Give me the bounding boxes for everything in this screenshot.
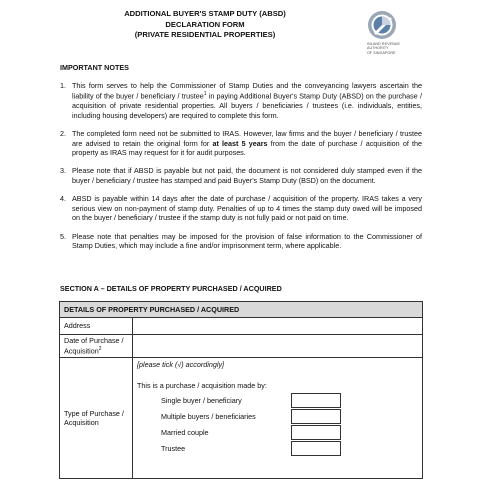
address-label: Address [60,318,133,335]
option-label: Multiple buyers / beneficiaries [161,411,256,421]
iras-logo [367,10,407,55]
note-item [60,129,422,157]
footnote-ref: 1 [203,91,207,98]
note-text: Please note that penalties may be imposed for the provision of false information to the Commissioner of Stamp Duties, which may include a fine and/or imprisonment term, where applicable. [72,231,422,251]
option-row [137,424,418,440]
address-field[interactable] [133,318,423,335]
tick-box[interactable] [291,441,341,456]
important-notes-heading: IMPORTANT NOTES [60,63,129,72]
note-number: 1. [60,81,66,90]
tick-box[interactable] [291,393,341,408]
note-number: 5. [60,231,66,241]
footnote-ref: 2 [98,346,102,353]
note-text: Please note that if ABSD is payable but not paid, the document is not considered duly stamped even if the buyer / beneficiary / trustee has stamped and paid Buyer's Stamp Duty (BSD) on the document. [72,166,422,185]
title-line: ADDITIONAL BUYER'S STAMP DUTY (ABSD) [124,9,286,18]
note-number: 3. [60,166,66,176]
option-row [137,392,418,408]
note-item [60,166,422,185]
logo-caption [367,42,407,55]
logo-line: OF SINGAPORE [367,50,396,55]
date-field[interactable] [133,335,423,358]
made-by-text: This is a purchase / acquisition made by: [137,381,267,390]
tick-box[interactable] [291,425,341,440]
date-label [60,335,133,358]
note-text: from the date of purchase / acquisition of the property as IRAS may request for it for audit purposes. [72,138,422,157]
logo-line: INLAND REVENUE [367,42,400,46]
option-label: Single buyer / beneficiary [161,395,242,405]
note-number: 4. [60,194,66,204]
property-details-table [59,301,423,479]
section-a-heading: SECTION A – DETAILS OF PROPERTY PURCHASED / ACQUIRED [60,284,282,293]
table-header: DETAILS OF PROPERTY PURCHASED / ACQUIRED [60,302,423,318]
title-line: DECLARATION FORM [165,19,245,29]
option-label: Trustee [161,443,186,453]
option-row [137,408,418,424]
note-item [60,194,422,222]
tick-box[interactable] [291,409,341,424]
important-notes-list [60,81,422,260]
iras-emblem-icon [367,10,397,40]
note-item [60,81,422,120]
form-title [60,9,350,41]
option-label: Married couple [161,427,209,437]
note-text: ABSD is payable within 14 days after the date of purchase / acquisition of the property. IRAS takes a very serious view on non-payment of stamp duty. Penalties of up to 4 times the stamp duty owed will be imposed on the buyer / beneficiary / trustee if the stamp duty is not fully paid or not paid on time. [72,194,422,223]
note-text: The completed form need not be submitted to IRAS. However, law firms and the buyer / beneficiary / trustee are advised to retain the original form for [72,129,422,148]
logo-line: AUTHORITY [367,46,389,51]
type-label: Type of Purchase / Acquisition [60,358,133,479]
option-row [137,440,418,456]
type-options-cell [133,358,423,479]
tick-instruction: [please tick (√) accordingly] [137,360,225,369]
note-item [60,232,422,251]
note-text: This form serves to help the Commissioner of Stamp Duties and the conveyancing lawyers ascertain the liability of the buyer / beneficiary / trustee [72,81,422,101]
note-text: in paying Additional Buyer's Stamp Duty (ABSD) on the purchase / acquisition of private residential properties. All buyers / beneficiaries / trustees (i.e. individuals, entities, including housing developers) are required to complete this form. [72,91,422,120]
note-emphasis: at least 5 years [212,138,268,148]
date-label-text: Date of Purchase / Acquisition [64,335,124,356]
title-line: (PRIVATE RESIDENTIAL PROPERTIES) [134,30,276,39]
note-number: 2. [60,129,66,139]
